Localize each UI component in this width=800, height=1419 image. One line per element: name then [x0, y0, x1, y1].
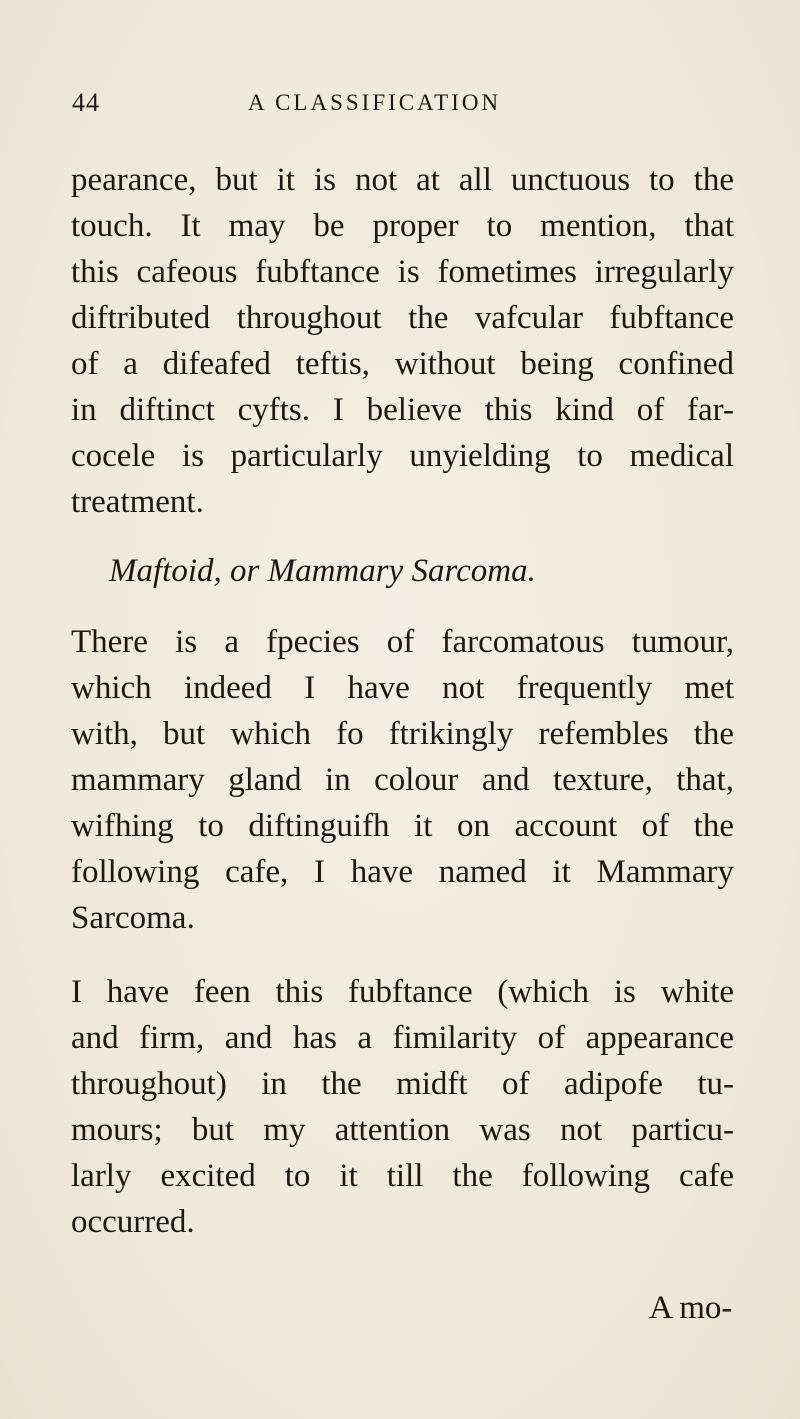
text-line: of a difeafed teftis, without being confined [71, 346, 734, 382]
text-line: Sarcoma. [71, 900, 195, 936]
text-line: I have feen this fubftance (which is white [71, 974, 734, 1010]
text-line: wifhing to diftinguifh it on account of the [71, 808, 734, 844]
catchword: A mo- [649, 1290, 733, 1326]
page-header [0, 88, 800, 122]
text-line: touch. It may be proper to mention, that [71, 208, 734, 244]
text-line: in diftinct cyfts. I believe this kind of far- [71, 392, 734, 428]
text-line: mours; but my attention was not particu- [71, 1112, 734, 1148]
text-line: and firm, and has a fimilarity of appearance [71, 1020, 734, 1056]
text-line: There is a fpecies of farcomatous tumour, [71, 624, 734, 660]
running-head: A CLASSIFICATION [248, 90, 502, 115]
section-heading: Maftoid, or Mammary Sarcoma. [109, 553, 536, 589]
text-line: treatment. [71, 484, 204, 520]
text-line: this cafeous fubftance is fometimes irregularly [71, 254, 734, 290]
text-line: mammary gland in colour and texture, that, [71, 762, 734, 798]
text-line: diftributed throughout the vafcular fubftance [71, 300, 734, 336]
text-line: throughout) in the midft of adipofe tu- [71, 1066, 734, 1102]
text-line: which indeed I have not frequently met [71, 670, 734, 706]
text-line: larly excited to it till the following cafe [71, 1158, 734, 1194]
text-line: following cafe, I have named it Mammary [71, 854, 734, 890]
text-line: occurred. [71, 1204, 195, 1240]
text-line: cocele is particularly unyielding to medical [71, 438, 734, 474]
text-line: pearance, but it is not at all unctuous to the [71, 162, 734, 198]
text-line: with, but which fo ftrikingly refembles the [71, 716, 734, 752]
page-number: 44 [72, 88, 100, 117]
